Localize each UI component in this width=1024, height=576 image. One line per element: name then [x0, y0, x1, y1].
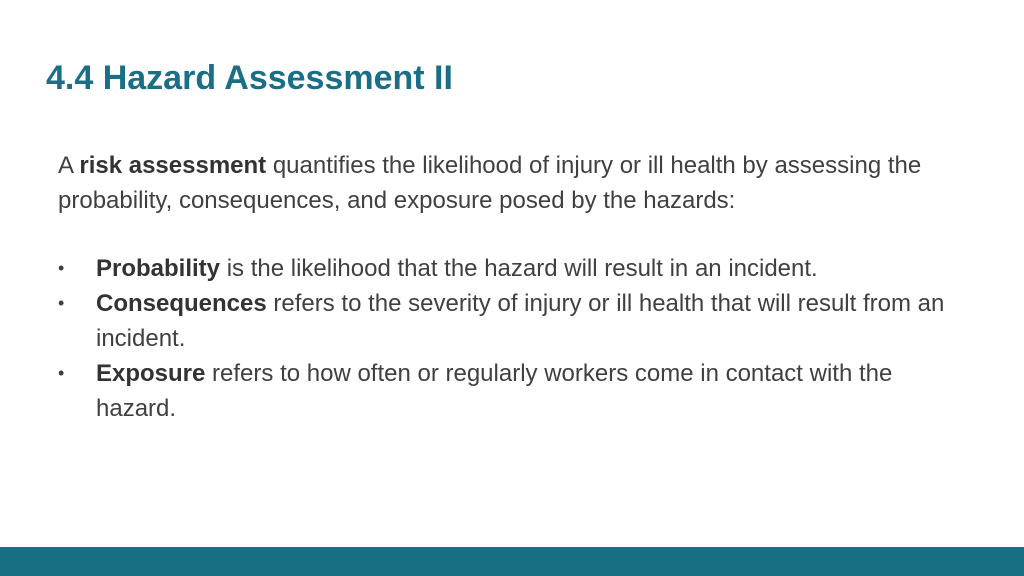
bullet-term: Exposure: [96, 360, 206, 387]
bullet-list: [58, 251, 958, 426]
bullet-text: refers to how often or regularly workers come in contact with the hazard.: [96, 360, 893, 422]
intro-text: quantifies the likelihood of injury or ill health by assessing the probability, consequences, and exposure posed by the hazards:: [58, 152, 922, 214]
slide-body: [58, 148, 958, 426]
bullet-text: refers to the severity of injury or ill health that will result from an incident.: [96, 290, 945, 352]
footer-bar: [0, 547, 1024, 576]
slide-title: 4.4 Hazard Assessment II: [46, 59, 453, 97]
bullet-term: Probability: [96, 255, 221, 282]
bullet-item-consequences: [58, 286, 958, 356]
intro-paragraph: [58, 148, 958, 218]
intro-term: risk assessment: [79, 152, 267, 179]
bullet-text: is the likelihood that the hazard will result in an incident.: [226, 255, 818, 282]
bullet-item-exposure: [58, 356, 958, 426]
bullet-dot-icon: •: [58, 363, 65, 383]
bullet-dot-icon: •: [58, 293, 65, 313]
bullet-dot-icon: •: [58, 258, 65, 278]
bullet-term: Consequences: [96, 290, 267, 317]
bullet-item-probability: [58, 251, 958, 286]
intro-prefix: A: [58, 152, 73, 179]
